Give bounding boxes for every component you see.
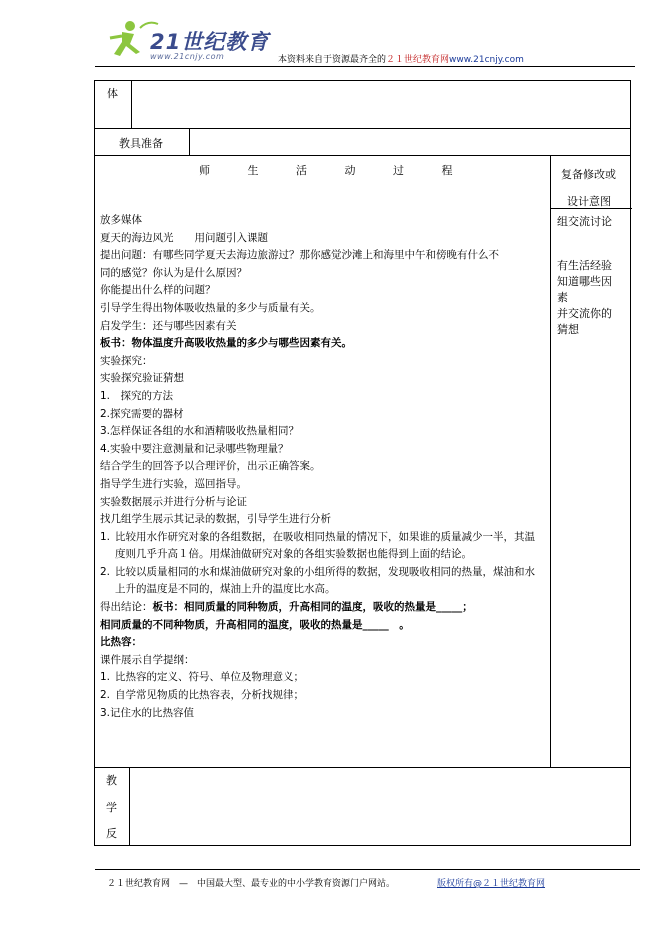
side-note: 素	[557, 291, 568, 304]
step-item: 1. 探究的方法	[100, 389, 174, 402]
side-divider	[550, 208, 632, 209]
reflection-char: 学	[106, 801, 117, 814]
step-item: 2.探究需要的器材	[100, 407, 184, 420]
step-item: 4.实验中要注意测量和记录哪些物理量？	[100, 442, 289, 455]
notice-prefix: 本资料来自于资源最齐全的	[278, 55, 387, 65]
header-divider	[95, 66, 635, 67]
side-heading-line2: 设计意图	[567, 195, 611, 208]
side-note: 知道哪些因	[557, 275, 612, 288]
footer-divider	[95, 869, 640, 870]
content-line: 夏天的海边风光 用问题引入课题	[100, 231, 268, 244]
row-ti	[95, 81, 630, 129]
analysis-item: 2. 比较以质量相同的水和煤油做研究对象的小组所得的数据，发现吸收相同的热量，煤油和水上升的温度是不同的，煤油上升的温度比水高。	[100, 565, 535, 596]
specific-heat-heading: 比热容：	[100, 636, 142, 649]
content-line: 提出问题：有哪些同学夏天去海边旅游过？那你感觉沙滩上和海里中午和傍晚有什么不	[100, 249, 499, 262]
outline-item: 3.记住水的比热容值	[100, 706, 195, 719]
reflection-char: 教	[106, 774, 117, 787]
row-equipment	[95, 129, 630, 156]
step-item: 3.怎样保证各组的水和酒精吸收热量相同？	[100, 425, 300, 438]
heading-char: 动	[344, 164, 356, 177]
header-notice	[278, 52, 524, 65]
content-line: 实验探究：	[100, 354, 153, 367]
side-heading-line1: 复备修改或	[561, 168, 616, 181]
content-line: 放多媒体	[100, 214, 142, 226]
heading-char: 过	[393, 164, 404, 177]
logo-text: 21世纪教育	[150, 30, 270, 54]
side-note: 组交流讨论	[557, 215, 612, 228]
content-line: 找几组学生展示其记录的数据，引导学生进行分析	[100, 513, 331, 526]
row1-label: 体	[107, 87, 118, 100]
equipment-label: 教具准备	[119, 137, 163, 150]
notice-url: www.21cnjy.com	[449, 55, 524, 65]
content-line: 同的感觉？你认为是什么原因？	[100, 266, 247, 279]
content-line: 实验数据展示并进行分析与论证	[100, 495, 247, 508]
content-line: 结合学生的回答予以合理评价，出示正确答案。	[100, 460, 321, 473]
process-content	[100, 212, 545, 722]
board-note: 板书：物体温度升高吸收热量的多少与哪些因素有关。	[100, 337, 352, 350]
logo-url: www.21cnjy.com	[150, 52, 225, 61]
content-line: 引导学生得出物体吸收热量的多少与质量有关。	[100, 301, 321, 314]
side-note: 并交流你的	[557, 307, 612, 320]
content-line: 指导学生进行实验，巡回指导。	[100, 477, 247, 490]
lesson-table	[94, 80, 631, 846]
footer-text: ２１世纪教育网 — 中国最大型、最专业的中小学教育资源门户网站。	[107, 879, 396, 889]
content-line: 课件展示自学提纲：	[100, 653, 195, 666]
heading-char: 活	[296, 164, 307, 177]
reflection-char: 反	[106, 827, 117, 840]
outline-item: 2. 自学常见物质的比热容表，分析找规律；	[100, 689, 304, 702]
content-line: 你能提出什么样的问题？	[100, 284, 216, 297]
conclusion-line: 得出结论：板书：相同质量的同种物质，升高相同的温度，吸收的热量是_____；	[100, 601, 473, 614]
side-note: 有生活经验	[557, 259, 612, 272]
side-notes	[557, 214, 612, 338]
row-process	[95, 156, 630, 768]
content-line: 启发学生：还与哪些因素有关	[100, 319, 237, 332]
analysis-item: 1. 比较用水作研究对象的各组数据，在吸收相同热量的情况下，如果谁的质量减少一半，其温度则几乎升高１倍。用煤油做研究对象的各组实验数据也能得到上面的结论。	[100, 530, 535, 561]
copyright-link[interactable]: 版权所有@２１世纪教育网	[437, 879, 546, 889]
heading-char: 生	[247, 164, 259, 177]
page-header	[0, 0, 661, 70]
outline-item: 1. 比热容的定义、符号、单位及物理意义；	[100, 671, 304, 684]
side-note: 猜想	[557, 323, 579, 336]
content-line: 实验探究验证猜想	[100, 372, 184, 385]
row-reflection	[95, 768, 630, 845]
heading-char: 师	[199, 164, 210, 177]
heading-char: 程	[441, 164, 453, 177]
process-heading	[199, 162, 453, 178]
conclusion-line2: 相同质量的不同种物质，升高相同的温度，吸收的热量是_____ 。	[100, 618, 410, 631]
notice-site: ２１世纪教育网	[386, 55, 450, 65]
